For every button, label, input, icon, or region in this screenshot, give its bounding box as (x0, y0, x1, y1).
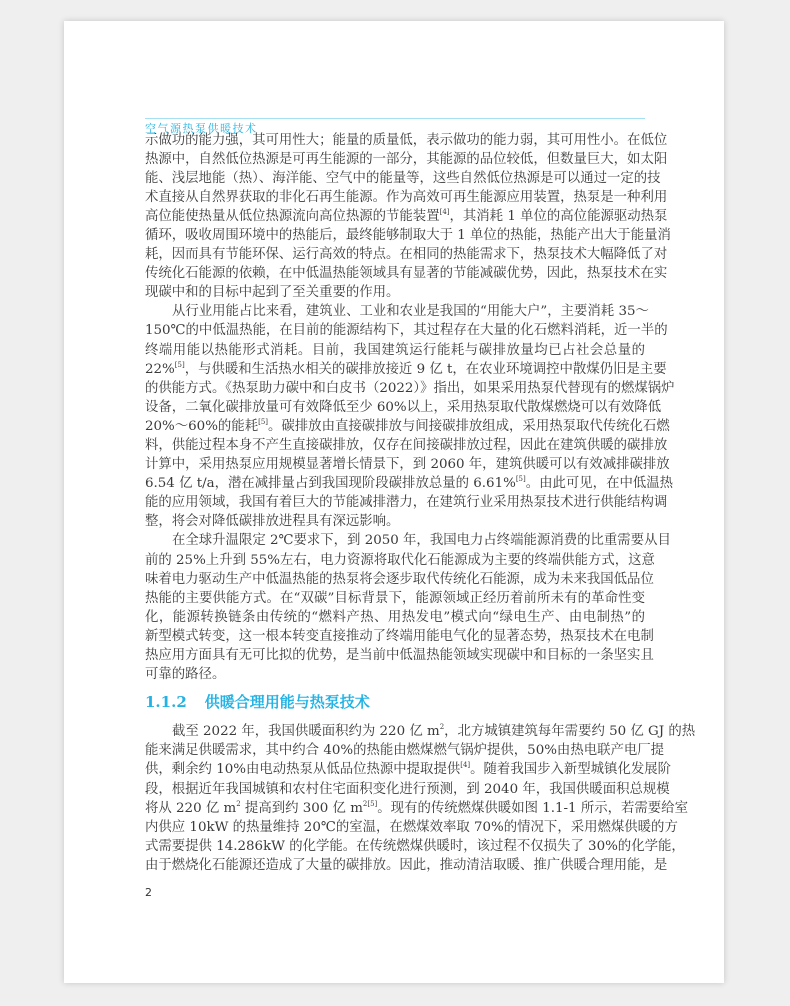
text-run: 。现有的传统燃煤供暖如图 1.1-1 所示，若需要给室 (377, 800, 688, 816)
text-line (145, 493, 668, 512)
text-line (145, 169, 661, 188)
text-line (145, 398, 662, 417)
text-run: 设备，二氧化碳排放量可有效降低至少 60%以上，采用热泵取代散煤燃烧可以有效降低 (145, 399, 662, 415)
text-line (145, 455, 670, 474)
text-line (145, 264, 668, 283)
running-header-title: 空气源热泵供暖技术 (145, 122, 258, 135)
text-run: 计算中，采用热泵应用规模显著增长情景下，到 2060 年，建筑供暖可以有效减排碳排放 (145, 457, 670, 473)
text-line (145, 646, 654, 665)
text-run: 。由此可见，在中低温热 (525, 476, 674, 492)
text-run: 热源中，自然低位热源是可再生能源的一部分，其能源的品位较低，但数量巨大，如太阳 (145, 151, 668, 167)
text-run: 6.54 亿 t/a，潜在减排量占到我国现阶段碳排放总量的 6.61% (145, 476, 516, 492)
text-line (145, 188, 668, 207)
text-run: 在全球升温限定 2℃要求下，到 2050 年，我国电力占终端能源消费的比重需要从目 (172, 533, 671, 549)
superscript: [5] (258, 417, 269, 426)
text-run: 可靠的路径。 (145, 667, 226, 683)
paragraph (145, 131, 671, 303)
text-line (145, 741, 665, 760)
page-number: 2 (145, 886, 152, 899)
superscript: [5] (515, 475, 526, 484)
text-run: ，北方城镇建筑每年需要约 50 亿 GJ 的热 (444, 724, 696, 740)
document-page (64, 21, 724, 983)
text-run: 20%～60%的能耗 (145, 418, 259, 434)
text-run: 终端用能以热能形式消耗。目前，我国建筑运行能耗与碳排放量均已占社会总量的 (145, 342, 645, 358)
text-run: 能、浅层地能（热）、海洋能、空气中的能量等，这些自然低位热源是可以通过一定的技 (145, 170, 661, 186)
text-line (145, 436, 668, 455)
text-line (145, 321, 668, 340)
text-line (145, 665, 645, 684)
text-line (145, 856, 668, 875)
text-run: 味着电力驱动生产中低温热能的热泵将会逐步取代传统化石能源，成为未来我国低品位 (145, 571, 654, 587)
body-text (145, 131, 696, 875)
paragraph (145, 531, 671, 684)
text-line (145, 627, 654, 646)
section-title: 供暖合理用能与热泵技术 (204, 693, 370, 712)
text-run: 高位能使热量从低位热源流向高位热源的节能装置 (145, 208, 440, 224)
text-run: 热能的主要供能方式。在“双碳”目标背景下，能源领域正经历着前所未有的革命性变 (145, 590, 645, 606)
text-run: 示做功的能力强，其可用性大；能量的质量低，表示做功的能力弱，其可用性小。在低位 (145, 132, 668, 148)
text-run: 传统化石能源的依赖，在中低温热能领域具有显著的节能减碳优势，因此，热泵技术在实 (145, 266, 668, 282)
text-run: 150℃的中低温热能，在目前的能源结构下，其过程存在大量的化石燃料消耗，近一半的 (145, 323, 668, 339)
text-run: 。随着我国步入新型城镇化发展阶 (470, 762, 672, 778)
text-run: 耗，因而具有节能环保、运行高效的特点。在相同的热能需求下，热泵技术大幅降低了对 (145, 247, 668, 263)
paragraphs-in-section (145, 722, 696, 875)
superscript: [4] (439, 207, 450, 216)
text-line (145, 245, 668, 264)
text-run: 能来满足供暖需求，其中约合 40%的热能由燃煤燃气锅炉提供，50%由热电联产电厂提 (145, 743, 665, 759)
text-run: 料，供能过程本身不产生直接碳排放，仅存在间接碳排放过程，因此在建筑供暖的碳排放 (145, 438, 668, 453)
text-run: 能的应用领域，我国有着巨大的节能减排潜力，在建筑行业采用热泵技术进行供能结构调 (145, 495, 668, 511)
text-line (145, 360, 667, 379)
text-run: ，与供暖和生活热水相关的碳排放接近 9 亿 t，在农业环境调控中散煤仍旧是主要 (184, 361, 667, 377)
text-line (145, 512, 645, 531)
paragraphs-before-section (145, 131, 675, 685)
text-run: 式需要提供 14.286kW 的化学能。在传统燃煤供暖时，该过程不仅损失了 30%的化学能， (145, 838, 685, 854)
text-run: 。碳排放由直接碳排放与间接碳排放组成，采用热泵取代传统化石燃 (268, 418, 670, 434)
text-line (145, 207, 668, 226)
text-run: 将从 220 亿 m (145, 800, 237, 816)
text-run: 现碳中和的目标中起到了至关重要的作用。 (145, 285, 400, 301)
text-line (145, 570, 654, 589)
text-run: 化，能源转换链条由传统的“燃料产热、用热发电”模式向“绿电生产、由电制热”的 (145, 609, 645, 625)
text-run: 提高到约 300 亿 m (240, 800, 363, 816)
text-run: 前的 25%上升到 55%左右，电力资源将取代化石能源成为主要的终端供能方式，这意 (145, 552, 655, 568)
text-run: 供，剩余约 10%由电动热泵从低品位热源中提取提供 (145, 762, 461, 778)
text-line (145, 837, 685, 856)
text-run: 内供应 10kW 的热量维持 20℃的室温，在燃煤效率取 70%的情况下，采用燃煤供暖的方 (145, 819, 678, 835)
text-line (145, 379, 675, 398)
text-run: 由于燃烧化石能源还造成了大量的碳排放。因此，推动清洁取暖、推广供暖合理用能，是 (145, 857, 668, 873)
text-run: 热应用方面具有无可比拟的优势，是当前中低温热能领域实现碳中和目标的一条坚实且 (145, 648, 654, 664)
text-line (145, 589, 645, 608)
section-heading (145, 684, 645, 720)
text-line (145, 131, 668, 150)
text-run: 循环，吸收周围环境中的热能后，最终能够制取大于 1 单位的热能，热能产出大于能量消 (145, 227, 671, 243)
section-number: 1.1.2 (145, 693, 187, 712)
text-line (145, 341, 645, 360)
paragraph (145, 722, 696, 875)
text-run: 从行业用能占比来看，建筑业、工业和农业是我国的“用能大户”，主要消耗 35～ (172, 304, 649, 320)
text-run: 的供能方式。《热泵助力碳中和白皮书（2022）》指出，如果采用热泵代替现有的燃煤锅炉 (145, 380, 675, 396)
header-rule (145, 118, 645, 119)
text-line (145, 551, 655, 570)
superscript: [4] (460, 761, 471, 770)
text-run: 整，将会对降低碳排放进程具有深远影响。 (145, 514, 400, 530)
text-run: 段，根据近年我国城镇和农村住宅面积变化进行预测，到 2040 年，我国供暖面积总规模 (145, 781, 670, 797)
text-run: 新型模式转变，这一根本转变直接推动了终端用能电气化的显著态势，热泵技术在电制 (145, 628, 654, 644)
superscript: [5] (174, 360, 185, 369)
text-line (145, 417, 670, 436)
text-line (145, 799, 688, 818)
text-line (145, 722, 696, 741)
text-run: ，其消耗 1 单位的高位能源驱动热泵 (449, 208, 668, 224)
text-line (145, 226, 671, 245)
text-run: 22% (145, 361, 175, 377)
text-run: 术直接从自然界获取的非化石再生能源。作为高效可再生能源应用装置，热泵是一种利用 (145, 189, 668, 205)
superscript: 2 (236, 799, 241, 808)
text-line (145, 474, 674, 493)
text-line (145, 608, 645, 627)
text-line (145, 780, 670, 799)
superscript: 2[5] (362, 799, 378, 808)
text-line (145, 302, 649, 321)
superscript: 2 (439, 723, 445, 732)
text-line (145, 150, 668, 169)
text-run: 截至 2022 年，我国供暖面积约为 220 亿 m (172, 724, 440, 740)
text-line (145, 818, 678, 837)
text-line (145, 531, 671, 550)
text-line (145, 760, 672, 779)
text-line (145, 283, 645, 302)
paragraph (145, 302, 675, 531)
